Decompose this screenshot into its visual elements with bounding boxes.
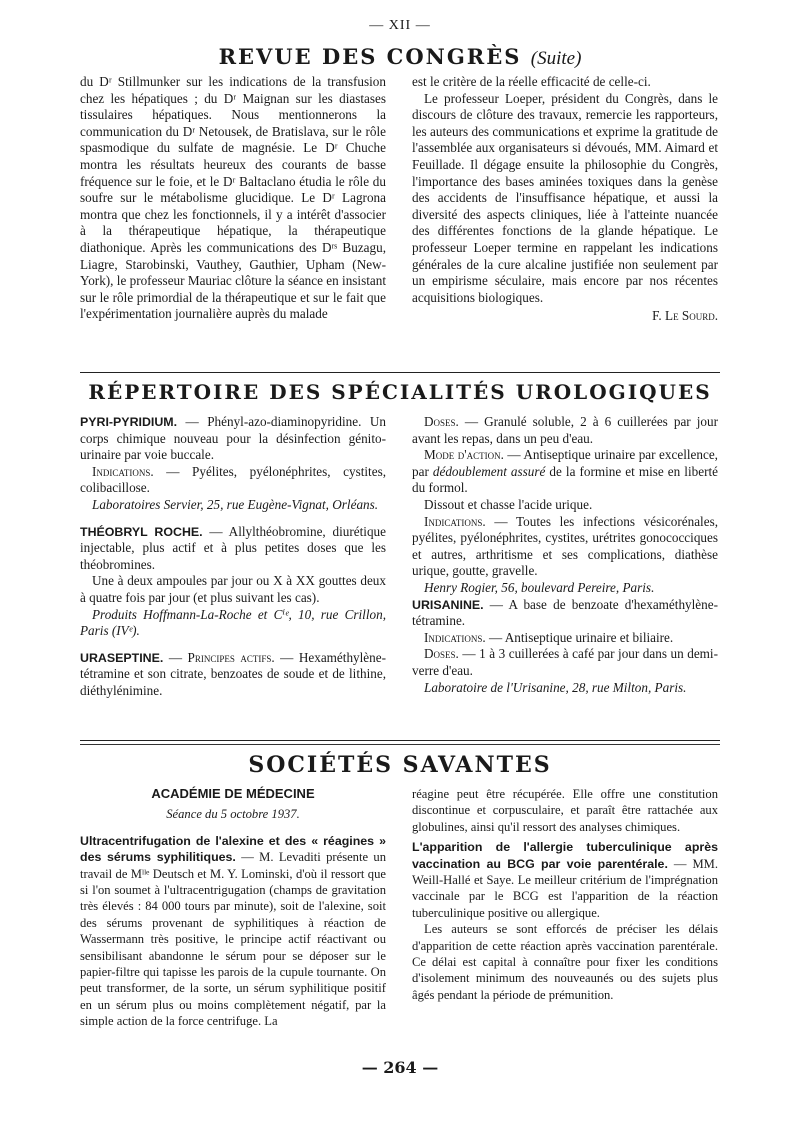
ura-text: — Hexaméthylène-tétramine et son citrate, benzoates de soude et de lithine, diéthylénimine. <box>80 649 386 698</box>
congres-signature: F. Le Sourd. <box>652 308 718 324</box>
uris-indications <box>412 630 718 647</box>
section-title-repertoire: RÉPERTOIRE DES SPÉCIALITÉS UROLOGIQUES <box>88 380 712 404</box>
ura-laboratory: Henry Rogier, 56, boulevard Pereire, Paris. <box>424 579 655 595</box>
ura-mode-label: Mode d'action. <box>424 447 504 463</box>
ura-indications <box>412 514 718 580</box>
article-ultracentrifugation <box>80 833 386 1030</box>
congres-left-column <box>80 74 386 323</box>
congres-left-paragraph: du Dʳ Stillmunker sur les indications de la transfusion chez les hépatiques ; du Dʳ Maignan sur les diastases tissulaires hépatiques. Nous mentionnerons la communication du Dʳ Netousek, de Bratislava, sur le rôle spasmodique du sulfate de magnésie. Le Dʳ Chuche montra les résultats heureux des courants de basse fréquence sur le foie, et le Dʳ Baltaclano étudia le rôle du soufre sur le métabolisme glucidique. Le Dʳ Lagrona montra que chez les fonctionnels, il y a intérêt d'associer à la thérapeutique hépatique, la thérapeutique diathonique. Après les communications des Dʳˢ Buzagu, Liagre, Starobinski, Vauthey, Gauthier, Upham (New-York), le professeur Mauriac clôture la séance en insistant sur le rôle primordial de la thérapeutique et sur le fait que l'expérimentation journalière auprès du malade <box>80 74 386 322</box>
theo-name: THÉOBRYL ROCHE. <box>80 524 203 539</box>
ura-mode-text-1: — Antiseptique urinaire par excellence, par <box>412 447 718 479</box>
congres-title-suite: (Suite) <box>530 48 582 69</box>
congres-right-paragraph-2: Le professeur Loeper, président du Congrès, dans le discours de clôture des travaux, remercie les rapporteurs, les auteurs des communications et exprime la gratitude de l'assemblée aux organisateurs si dévoués, MM. Aimard et Feuillade. Il dégage ensuite la philosophie du Congrès, l'importance des bases aminées toxiques dans la genèse des accidents de l'insuffisance hépatique, et aussi la diversité des aspects cliniques, liée à l'atteinte nuancée des différentes fonctions de la glande hépatique. Le professeur Loeper termine en rappelant les indications générales de la cure alcaline justifiée non seulement par un empirisme séculaire, mais encore par nos récentes acquisitions biologiques. <box>412 90 718 305</box>
ura-name: URASEPTINE. <box>80 650 164 665</box>
ura-ind-text: — Toutes les infections vésicorénales, pyélites, pyélonéphrites, cystites, urétrites gonococciques et autres, arthritisme et ses complications, diathèse urique, goutte, gravelle. <box>412 513 718 579</box>
societes-right-column <box>412 786 718 1003</box>
pyri-ind-label: Indications. <box>92 463 154 479</box>
pyri-indications <box>80 464 386 497</box>
article-allergie <box>412 839 718 921</box>
ura-dissout: Dissout et chasse l'acide urique. <box>424 496 593 512</box>
repertoire-right-column <box>412 414 718 696</box>
theo-dosage: Une à deux ampoules par jour ou X à XX gouttes deux à quatre fois par jour (et plus suivant les cas). <box>80 573 386 605</box>
ura-doses <box>412 414 718 447</box>
ura-label: — Principes actifs. <box>163 649 275 665</box>
theo-text: — Allylthéobromine, diurétique injectable, plus actif et à plus petites doses que les théobromines. <box>80 523 386 572</box>
ura-doses-label: Doses. <box>424 414 459 429</box>
ura-ind-label: Indications. <box>424 513 486 529</box>
pyri-ind-text: — Pyélites, pyélonéphrites, cystites, colibacillose. <box>80 463 386 496</box>
societes-left-column <box>80 786 386 1030</box>
entry-pyri-pyridium <box>80 414 386 464</box>
uris-doses <box>412 646 718 679</box>
page-number: — 264 — <box>361 1058 439 1077</box>
article-2-title: L'apparition de l'allergie tuberculinique après vaccination au BCG par voie parentérale. <box>412 840 718 871</box>
ura-mode-action <box>412 447 718 497</box>
repertoire-left-column <box>80 414 386 700</box>
article-1-text: — M. Levaditi présente un travail de Mˡˡᵉ Deutsch et M. Y. Lominski, d'où il ressort que si l'on soumet à l'ultracentrigugation (champs de gravitation très élevés : 84 000 tours par minute), soit de l'alexine, soit des sérums provenant de syphilitiques à réaction de Wassermann très positive, le principe actif réactivant ou sensibilisant abandonne le sérum pour se déposer sur le papier-filtre qui tapisse les parois de la cupule tournante. On peut transformer, de la sorte, un sérum syphilitique positif en un sérum plus ou moins complètement négatif, par la simple action de la force centrifuge. La <box>80 850 386 1029</box>
uris-text: — A base de benzoate d'hexaméthylène-tétramine. <box>412 596 718 629</box>
pyri-name: PYRI-PYRIDIUM. <box>80 415 178 429</box>
section-title-congres <box>0 44 800 70</box>
ura-doses-text: — Granulé soluble, 2 à 6 cuillerées par jour avant les repas, dans un peu d'eau. <box>412 414 718 446</box>
ura-mode-text-2: de la formine et mise en liberté du formol. <box>412 463 718 496</box>
article-1-title: Ultracentrifugation de l'alexine et des « réagines » des sérums syphilitiques. <box>80 833 386 865</box>
entry-urisanine <box>412 597 718 630</box>
ura-mode-italic: dédoublement assuré <box>432 463 546 479</box>
article-2-paragraph-2: Les auteurs se sont efforcés de préciser les délais d'apparition de cette réaction après vaccination parentérale. Ce délai est capital à connaître pour fixer les conditions d'isolement minimum des nouveaunés ou des sujets plus âgés pendant la période de prémunition. <box>412 922 718 1002</box>
uris-doses-label: Doses. <box>424 646 459 662</box>
entry-uraseptine <box>80 650 386 700</box>
congres-title-text: REVUE DES CONGRÈS <box>218 44 522 69</box>
congres-right-column <box>412 74 718 325</box>
pyri-text: — Phényl-azo-diaminopyridine. Un corps chimique nouveau pour la désinfection génito-urinaire par voie buccale. <box>80 414 386 463</box>
section-divider-2b <box>80 744 720 745</box>
roman-page-number: — XII — <box>369 18 431 33</box>
entry-theobryl <box>80 524 386 574</box>
section-divider-1 <box>80 372 720 373</box>
article-1-continuation: réagine peut être récupérée. Elle offre une constitution discontinue et corpusculaire, et paraît être rattachée aux globulines, ainsi qu'il ressort des analyses chimiques. <box>412 787 718 834</box>
pyri-laboratory: Laboratoires Servier, 25, rue Eugène-Vignat, Orléans. <box>92 496 379 512</box>
uris-name: URISANINE. <box>412 597 484 612</box>
article-2-text: — MM. Weill-Hallé et Saye. Le meilleur critérium de l'imprégnation vaccinale par le BCG est l'apparition de la réaction tuberculinique positive ou allergique. <box>412 856 718 920</box>
uris-ind-text: — Antiseptique urinaire et biliaire. <box>485 629 674 645</box>
section-divider-2 <box>80 740 720 741</box>
congres-right-paragraph-1: est le critère de la réelle efficacité de celle-ci. <box>412 74 651 89</box>
uris-laboratory: Laboratoire de l'Urisanine, 28, rue Milton, Paris. <box>424 679 687 695</box>
seance-date: Séance du 5 octobre 1937. <box>166 807 300 822</box>
uris-ind-label: Indications. <box>424 629 486 645</box>
uris-doses-text: — 1 à 3 cuillerées à café par jour dans un demi-verre d'eau. <box>412 646 718 678</box>
section-title-societes: SOCIÉTÉS SAVANTES <box>248 752 552 778</box>
theo-laboratory: Produits Hoffmann-La-Roche et Cⁱᵉ, 10, rue Crillon, Paris (IVᵉ). <box>80 606 386 639</box>
academie-heading: ACADÉMIE DE MÉDECINE <box>151 786 315 801</box>
